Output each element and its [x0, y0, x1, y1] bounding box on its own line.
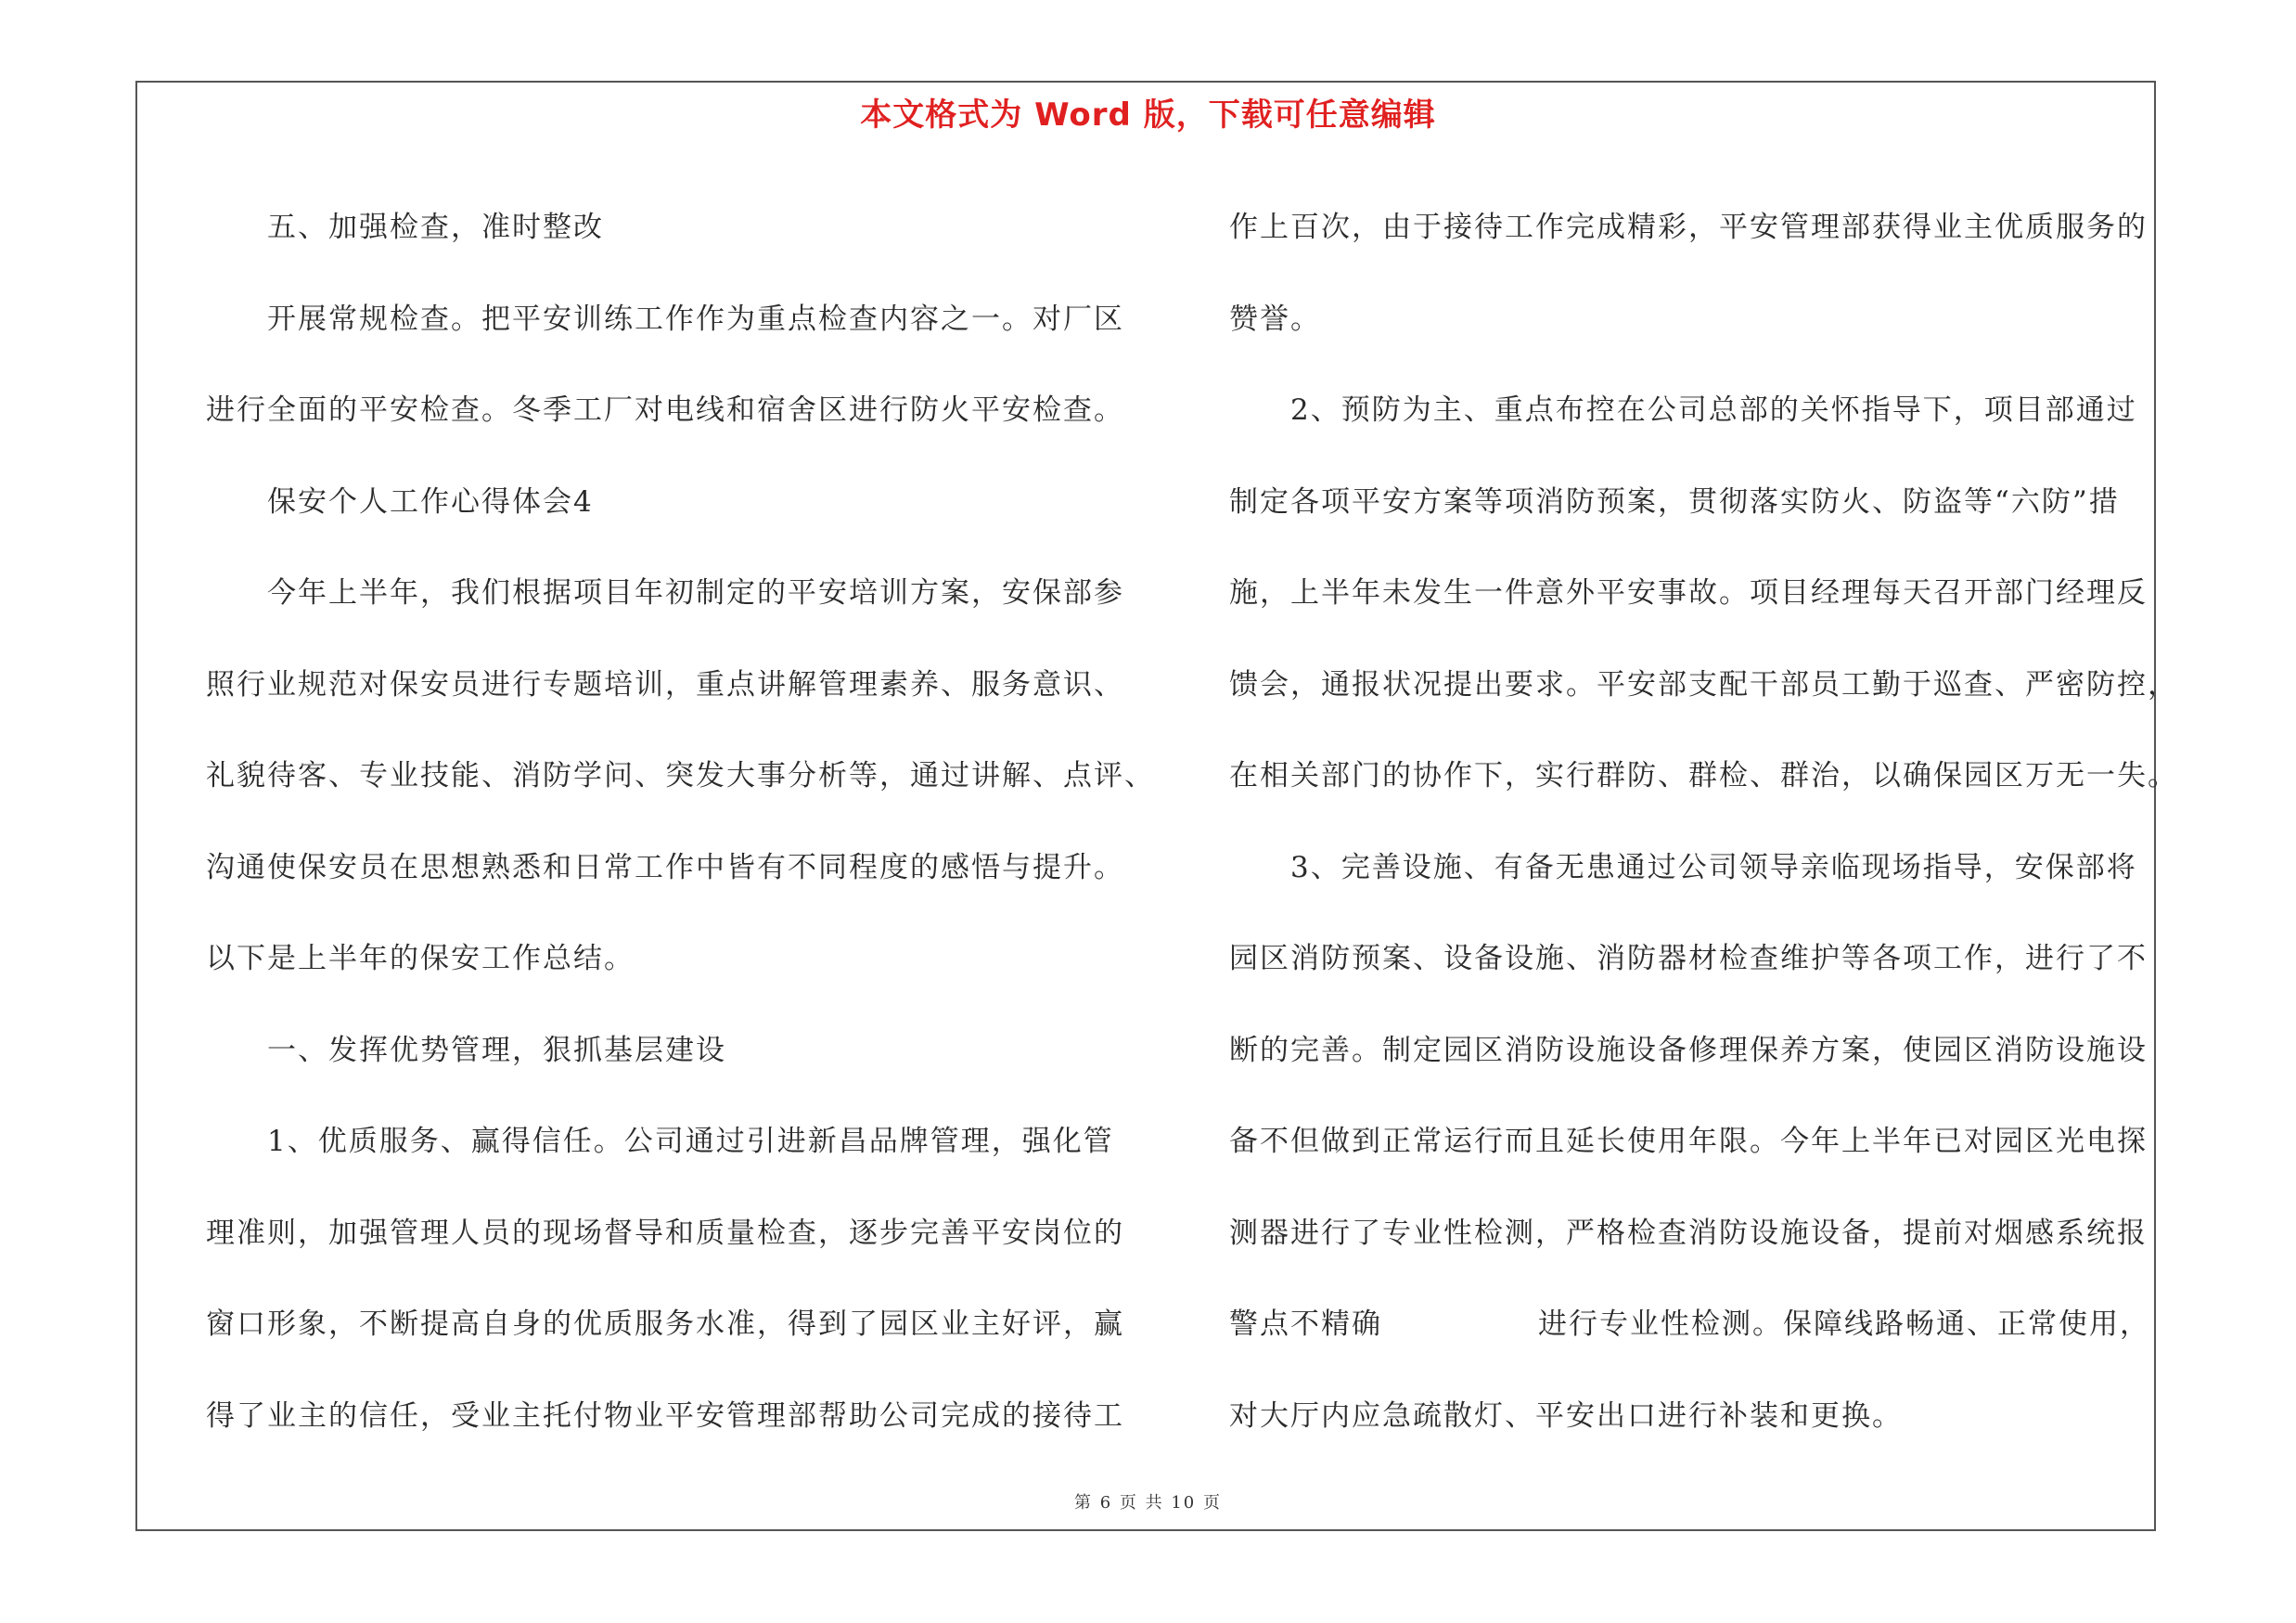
paragraph-fragment: 进行专业性检测。保障线路畅通、正常使用，: [1538, 1307, 2150, 1341]
article-title: 保安个人工作心得体会4: [267, 484, 594, 519]
paragraph-line: 2、预防为主、重点布控在公司总部的关怀指导下，项目部通过: [1290, 393, 2137, 427]
section-heading: 一、发挥优势管理，狠抓基层建设: [267, 1033, 726, 1067]
paragraph-line: 照行业规范对保安员进行专题培训，重点讲解管理素养、服务意识、: [206, 667, 1124, 702]
paragraph-line: 礼貌待客、专业技能、消防学问、突发大事分析等，通过讲解、点评、: [206, 759, 1155, 792]
paragraph-line: 作上百次，由于接待工作完成精彩，平安管理部获得业主优质服务的: [1229, 211, 2148, 244]
header-banner: 本文格式为 Word 版，下载可任意编辑: [860, 97, 1436, 134]
paragraph-line: 断的完善。制定园区消防设施设备修理保养方案，使园区消防设施设: [1229, 1033, 2148, 1067]
paragraph-line: 3、完善设施、有备无患通过公司领导亲临现场指导，安保部将: [1290, 850, 2137, 884]
page-number-footer: 第 6 页 共 10 页: [1074, 1493, 1222, 1513]
paragraph-line: 制定各项平安方案等项消防预案，贯彻落实防火、防盗等“六防”措: [1229, 484, 2120, 519]
paragraph-line-split: [1229, 1279, 2148, 1371]
paragraph-line: 1、优质服务、赢得信任。公司通过引进新昌品牌管理，强化管: [267, 1125, 1114, 1158]
paragraph-line: 园区消防预案、设备设施、消防器材检查维护等各项工作，进行了不: [1229, 942, 2148, 975]
paragraph-line: 测器进行了专业性检测，严格检查消防设施设备，提前对烟感系统报: [1229, 1216, 2148, 1250]
paragraph-fragment: 警点不精确: [1229, 1307, 1382, 1341]
paragraph-line: 备不但做到正常运行而且延长使用年限。今年上半年已对园区光电探: [1229, 1125, 2148, 1158]
right-column: [1229, 182, 2178, 1462]
paragraph-line: 进行全面的平安检查。冬季工厂对电线和宿舍区进行防火平安检查。: [206, 393, 1124, 427]
paragraph-line: 窗口形象，不断提高自身的优质服务水准，得到了园区业主好评，赢: [206, 1307, 1124, 1341]
paragraph-line: 开展常规检查。把平安训练工作作为重点检查内容之一。对厂区: [267, 302, 1124, 336]
paragraph-line: 以下是上半年的保安工作总结。: [206, 942, 635, 975]
left-column: [206, 182, 1155, 1462]
paragraph-line: 在相关部门的协作下，实行群防、群检、群治，以确保园区万无一失。: [1229, 759, 2178, 792]
paragraph-line: 馈会，通报状况提出要求。平安部支配干部员工勤于巡查、严密防控，: [1229, 667, 2178, 702]
paragraph-line: 施，上半年未发生一件意外平安事故。项目经理每天召开部门经理反: [1229, 576, 2148, 610]
section-heading: 五、加强检查，准时整改: [267, 211, 604, 244]
paragraph-line: 沟通使保安员在思想熟悉和日常工作中皆有不同程度的感悟与提升。: [206, 850, 1124, 884]
paragraph-line: 今年上半年，我们根据项目年初制定的平安培训方案，安保部参: [267, 576, 1124, 610]
paragraph-line: 赞誉。: [1229, 302, 1321, 336]
paragraph-line: 得了业主的信任，受业主托付物业平安管理部帮助公司完成的接待工: [206, 1398, 1124, 1433]
paragraph-line: 对大厅内应急疏散灯、平安出口进行补装和更换。: [1229, 1398, 1903, 1433]
paragraph-line: 理准则，加强管理人员的现场督导和质量检查，逐步完善平安岗位的: [206, 1216, 1124, 1250]
